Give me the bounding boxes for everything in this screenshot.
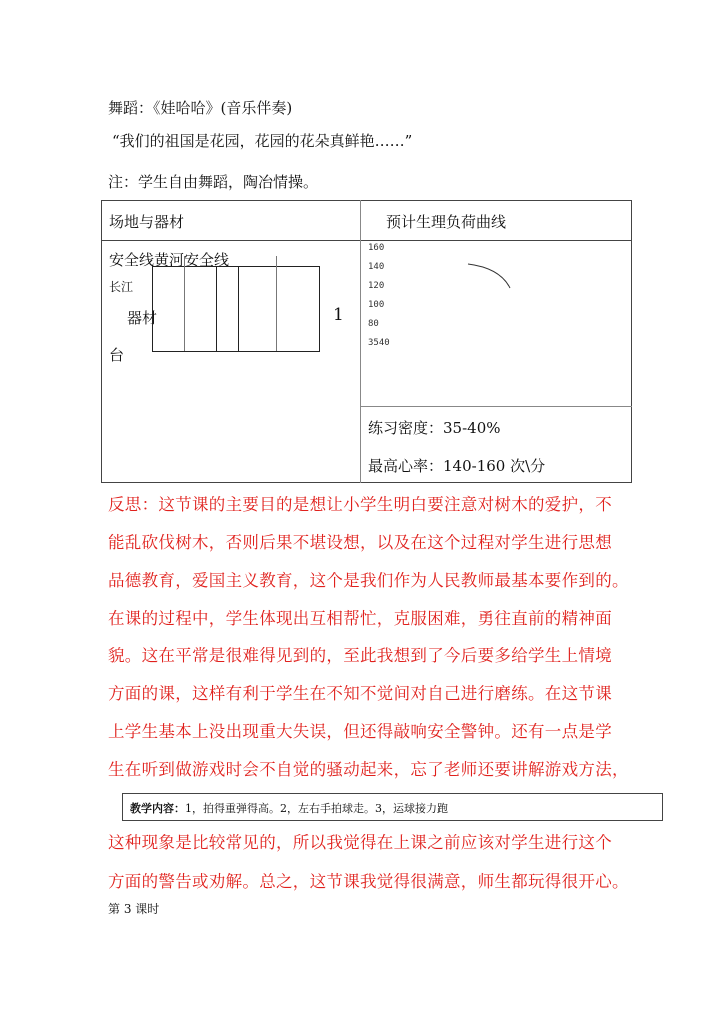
practice-density: 练习密度：35-40% xyxy=(368,419,501,437)
number-label: 1 xyxy=(333,305,344,325)
header-venue-equipment: 场地与器材 xyxy=(109,213,185,231)
reflection-line: 这种现象是比较常见的，所以我觉得在上课之前应该对学生进行这个 xyxy=(108,833,612,852)
y-label: 160 xyxy=(368,243,385,253)
reflection-line: 生在听到做游戏时会不自觉的骚动起来，忘了老师还要讲解游戏方法， xyxy=(108,760,629,779)
safety-line-label: 安全线黄河安全线 xyxy=(109,251,230,269)
reflection-line: 上学生基本上没出现重大失误，但还得敲响安全警钟。还有一点是学 xyxy=(108,722,612,741)
field-rectangle xyxy=(140,250,340,360)
song-quote: “我们的祖国是花园，花园的花朵真鲜艳……” xyxy=(112,132,413,150)
platform-label: 台 xyxy=(109,346,125,364)
header-load-curve: 预计生理负荷曲线 xyxy=(386,213,507,231)
teaching-content-label: 教学内容： xyxy=(130,802,185,815)
reflection-line: 貌。这在平常是很难得见到的，至此我想到了今后要多给学生上情境 xyxy=(108,646,612,665)
equipment-label: 器材 xyxy=(127,309,158,327)
reflection-line: 在课的过程中，学生体现出互相帮忙，克服困难，勇往直前的精神面 xyxy=(108,609,612,628)
y-label: 140 xyxy=(368,262,385,272)
teaching-content-box xyxy=(122,793,663,821)
reflection-line: 方面的课，这样有利于学生在不知不觉间对自己进行磨练。在这节课 xyxy=(108,684,612,703)
note-line: 注：学生自由舞蹈，陶冶情操。 xyxy=(108,173,319,191)
dance-line: 舞蹈：《娃哈哈》(音乐伴奏) xyxy=(108,99,293,117)
reflection-line: 能乱砍伐树木，否则后果不堪设想，以及在这个过程对学生进行思想 xyxy=(108,533,612,552)
load-curve xyxy=(460,258,520,298)
reflection-line: 方面的警告或劝解。总之，这节课我觉得很满意，师生都玩得很开心。 xyxy=(108,872,629,891)
changjiang-label: 长江 xyxy=(109,280,134,294)
y-label: 100 xyxy=(368,300,385,310)
y-label: 120 xyxy=(368,281,385,291)
reflection-line: 反思：这节课的主要目的是想让小学生明白要注意对树木的爱护，不 xyxy=(108,495,612,514)
max-heart-rate: 最高心率：140-160 次\分 xyxy=(368,457,546,475)
lesson-number: 第 3 课时 xyxy=(108,902,160,916)
reflection-line: 品德教育，爱国主义教育，这个是我们作为人民教师最基本要作到的。 xyxy=(108,571,629,590)
y-label: 3540 xyxy=(368,338,390,348)
teaching-content-text: 1，拍得重弹得高。2，左右手拍球走。3，运球接力跑 xyxy=(185,802,448,815)
y-label: 80 xyxy=(368,319,379,329)
